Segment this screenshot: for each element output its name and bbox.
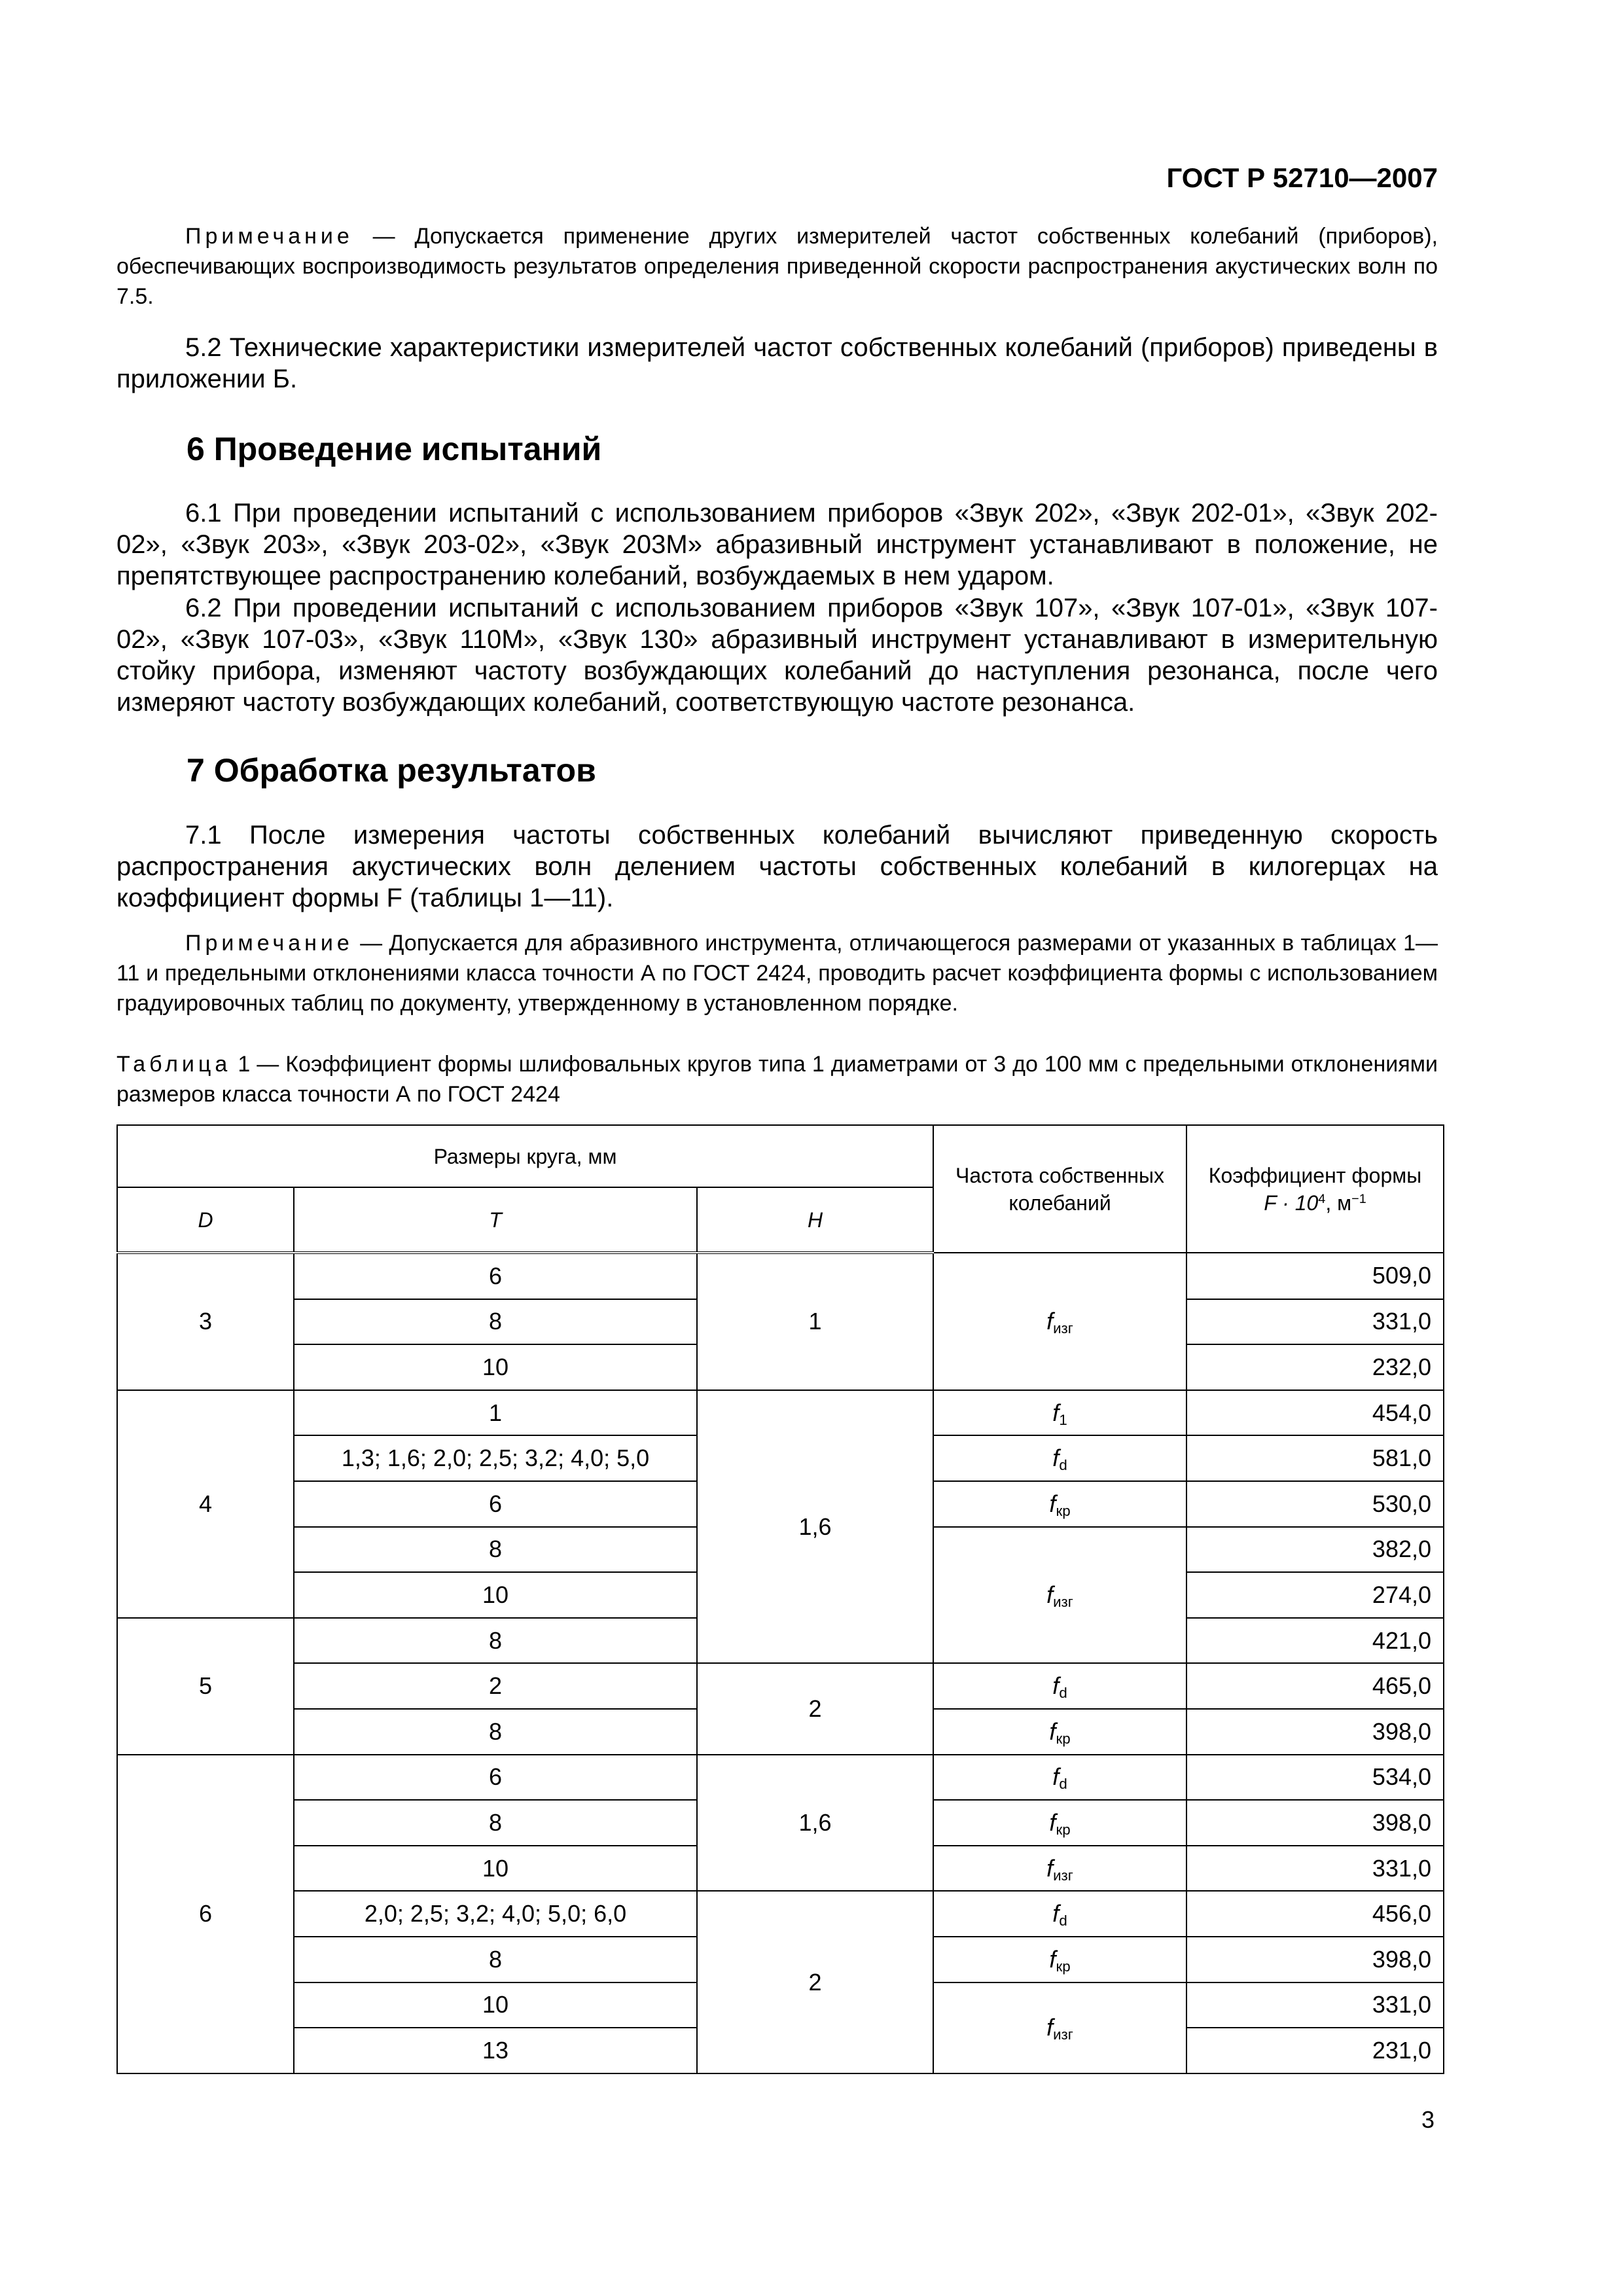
cell-T: 2,0; 2,5; 3,2; 4,0; 5,0; 6,0 <box>294 1891 697 1937</box>
section-6-title: 6 Проведение испытаний <box>187 431 602 467</box>
table-label: Таблица <box>116 1052 232 1077</box>
cell-T: 6 <box>294 1253 697 1299</box>
cell-freq <box>933 1709 1186 1755</box>
freq-symbol: f <box>1049 1490 1056 1517</box>
cell-coef: 331,0 <box>1186 1299 1444 1345</box>
cell-freq <box>933 1937 1186 1982</box>
freq-subscript: изг <box>1053 1867 1073 1884</box>
table-caption-text: 1 — Коэффициент формы шлифовальных кругов типа 1 диаметрами от 3 до 100 мм с предельными отклонениями размеров класса точности А по ГОСТ 2424 <box>116 1052 1438 1107</box>
cell-T: 10 <box>294 1572 697 1618</box>
note-text: — Допускается для абразивного инструмента, отличающегося размерами от указанных в таблицах 1—11 и предельными отклонениями класса точности А по ГОСТ 2424, проводить расчет коэффициента формы с использованием градуировочных таблиц по документу, утвержденному в установленном порядке. <box>116 931 1438 1016</box>
cell-T: 1 <box>294 1390 697 1436</box>
table-row <box>117 1755 1444 1801</box>
cell-T: 6 <box>294 1755 697 1801</box>
cell-coef: 274,0 <box>1186 1572 1444 1618</box>
cell-D: 6 <box>117 1755 294 2073</box>
freq-symbol: f <box>1052 1672 1060 1700</box>
paragraph-6-2: 6.2 При проведении испытаний с использованием приборов «Звук 107», «Звук 107-01», «Звук 107-02», «Звук 107-03», «Звук 110М», «Звук 130» абразивный инструмент устанавливают в измерительную стойку прибора, изменяют частоту возбуждающих колебаний до наступления резонанса, после чего измеряют частоту возбуждающих колебаний, соответствующую частоте резонанса. <box>116 594 1438 717</box>
table-row <box>117 1253 1444 1299</box>
table-row <box>117 1663 1444 1709</box>
cell-T: 13 <box>294 2028 697 2073</box>
cell-coef: 331,0 <box>1186 1846 1444 1892</box>
freq-subscript: кр <box>1056 1503 1071 1519</box>
cell-T: 8 <box>294 1800 697 1846</box>
page-number: 3 <box>1421 2106 1435 2133</box>
cell-H: 1 <box>697 1253 933 1390</box>
cell-coef: 382,0 <box>1186 1527 1444 1573</box>
cell-coef: 231,0 <box>1186 2028 1444 2073</box>
header-sizes: Размеры круга, мм <box>117 1125 933 1187</box>
cell-T: 10 <box>294 1846 697 1892</box>
cell-coef: 232,0 <box>1186 1344 1444 1390</box>
coef-label: Коэффициент формы <box>1208 1163 1422 1187</box>
cell-freq <box>933 1390 1186 1436</box>
cell-H: 2 <box>697 1663 933 1754</box>
cell-H: 1,6 <box>697 1390 933 1664</box>
document-id: ГОСТ Р 52710—2007 <box>1166 162 1438 193</box>
cell-coef: 456,0 <box>1186 1891 1444 1937</box>
cell-coef: 530,0 <box>1186 1481 1444 1527</box>
freq-subscript: кр <box>1056 1730 1071 1747</box>
paragraph-5-2: 5.2 Технические характеристики измерителей частот собственных колебаний (приборов) приведены в приложении Б. <box>116 333 1438 393</box>
cell-coef: 398,0 <box>1186 1937 1444 1982</box>
note-text: — Допускается применение других измерителей частот собственных колебаний (приборов), обеспечивающих воспроизводимость результатов определения приведенной скорости распространения акустических волн по 7.5. <box>116 224 1438 309</box>
cell-T: 8 <box>294 1299 697 1345</box>
coef-unit-pre: F · 10 <box>1264 1191 1319 1215</box>
cell-T: 8 <box>294 1618 697 1664</box>
cell-freq <box>933 1891 1186 1937</box>
coef-unit-mid: , м <box>1325 1191 1352 1215</box>
header-frequency: Частота собственных колебаний <box>933 1125 1186 1253</box>
cell-freq <box>933 1982 1186 2073</box>
note-2 <box>116 928 1438 1018</box>
cell-H: 2 <box>697 1891 933 2073</box>
cell-freq <box>933 1800 1186 1846</box>
table-row <box>117 1390 1444 1436</box>
cell-D: 5 <box>117 1618 294 1755</box>
section-7-title: 7 Обработка результатов <box>187 752 596 789</box>
cell-freq <box>933 1755 1186 1801</box>
freq-symbol: f <box>1049 1945 1056 1973</box>
cell-H: 1,6 <box>697 1755 933 1892</box>
cell-T: 8 <box>294 1937 697 1982</box>
cell-freq <box>933 1846 1186 1892</box>
freq-symbol: f <box>1046 2014 1054 2041</box>
note-label: Примечание <box>185 931 353 956</box>
note-1 <box>116 221 1438 312</box>
header-coefficient <box>1186 1125 1444 1253</box>
header-H: H <box>697 1187 933 1253</box>
cell-T: 8 <box>294 1527 697 1573</box>
table-1 <box>116 1124 1444 2074</box>
cell-D: 3 <box>117 1253 294 1390</box>
cell-T: 6 <box>294 1481 697 1527</box>
cell-coef: 509,0 <box>1186 1253 1444 1299</box>
cell-coef: 534,0 <box>1186 1755 1444 1801</box>
freq-subscript: d <box>1059 1457 1067 1474</box>
cell-coef: 581,0 <box>1186 1435 1444 1481</box>
cell-coef: 331,0 <box>1186 1982 1444 2028</box>
freq-subscript: d <box>1059 1912 1067 1929</box>
cell-T: 8 <box>294 1709 697 1755</box>
freq-subscript: изг <box>1053 1594 1073 1611</box>
freq-symbol: f <box>1052 1444 1060 1472</box>
paragraph-7-1: 7.1 После измерения частоты собственных колебаний вычисляют приведенную скорость распространения акустических волн делением частоты собственных колебаний в килогерцах на коэффициент формы F (таблицы 1—11). <box>116 821 1438 912</box>
cell-freq <box>933 1481 1186 1527</box>
cell-D: 4 <box>117 1390 294 1618</box>
cell-freq <box>933 1435 1186 1481</box>
cell-coef: 465,0 <box>1186 1663 1444 1709</box>
cell-coef: 454,0 <box>1186 1390 1444 1436</box>
cell-T: 10 <box>294 1344 697 1390</box>
coef-unit-exp2: −1 <box>1351 1191 1366 1206</box>
cell-coef: 398,0 <box>1186 1800 1444 1846</box>
cell-T: 1,3; 1,6; 2,0; 2,5; 3,2; 4,0; 5,0 <box>294 1435 697 1481</box>
freq-subscript: d <box>1059 1685 1067 1702</box>
freq-symbol: f <box>1052 1399 1060 1426</box>
header-T: T <box>294 1187 697 1253</box>
cell-T: 10 <box>294 1982 697 2028</box>
freq-subscript: изг <box>1053 1320 1073 1337</box>
paragraph-6-1: 6.1 При проведении испытаний с использованием приборов «Звук 202», «Звук 202-01», «Звук 202-02», «Звук 203», «Звук 203-02», «Звук 203М» абразивный инструмент устанавливают в положение, не препятствующее распространению колебаний, возбуждаемых в нем ударом. <box>116 499 1438 590</box>
coef-unit-exp: 4 <box>1318 1191 1326 1206</box>
cell-freq <box>933 1663 1186 1709</box>
cell-T: 2 <box>294 1663 697 1709</box>
freq-symbol: f <box>1046 1581 1054 1608</box>
table-1-caption <box>116 1049 1438 1109</box>
freq-subscript: 1 <box>1059 1411 1067 1428</box>
cell-coef: 421,0 <box>1186 1618 1444 1664</box>
table-row <box>117 1891 1444 1937</box>
freq-symbol: f <box>1049 1717 1056 1745</box>
freq-symbol: f <box>1052 1900 1060 1928</box>
freq-symbol: f <box>1046 1307 1054 1335</box>
header-D: D <box>117 1187 294 1253</box>
freq-symbol: f <box>1046 1854 1054 1882</box>
freq-symbol: f <box>1052 1763 1060 1791</box>
freq-subscript: d <box>1059 1776 1067 1793</box>
freq-symbol: f <box>1049 1808 1056 1836</box>
note-label: Примечание <box>185 224 353 249</box>
cell-freq <box>933 1527 1186 1664</box>
cell-freq <box>933 1253 1186 1390</box>
freq-subscript: кр <box>1056 1958 1071 1975</box>
freq-subscript: изг <box>1053 2026 1073 2043</box>
cell-coef: 398,0 <box>1186 1709 1444 1755</box>
freq-subscript: кр <box>1056 1821 1071 1839</box>
